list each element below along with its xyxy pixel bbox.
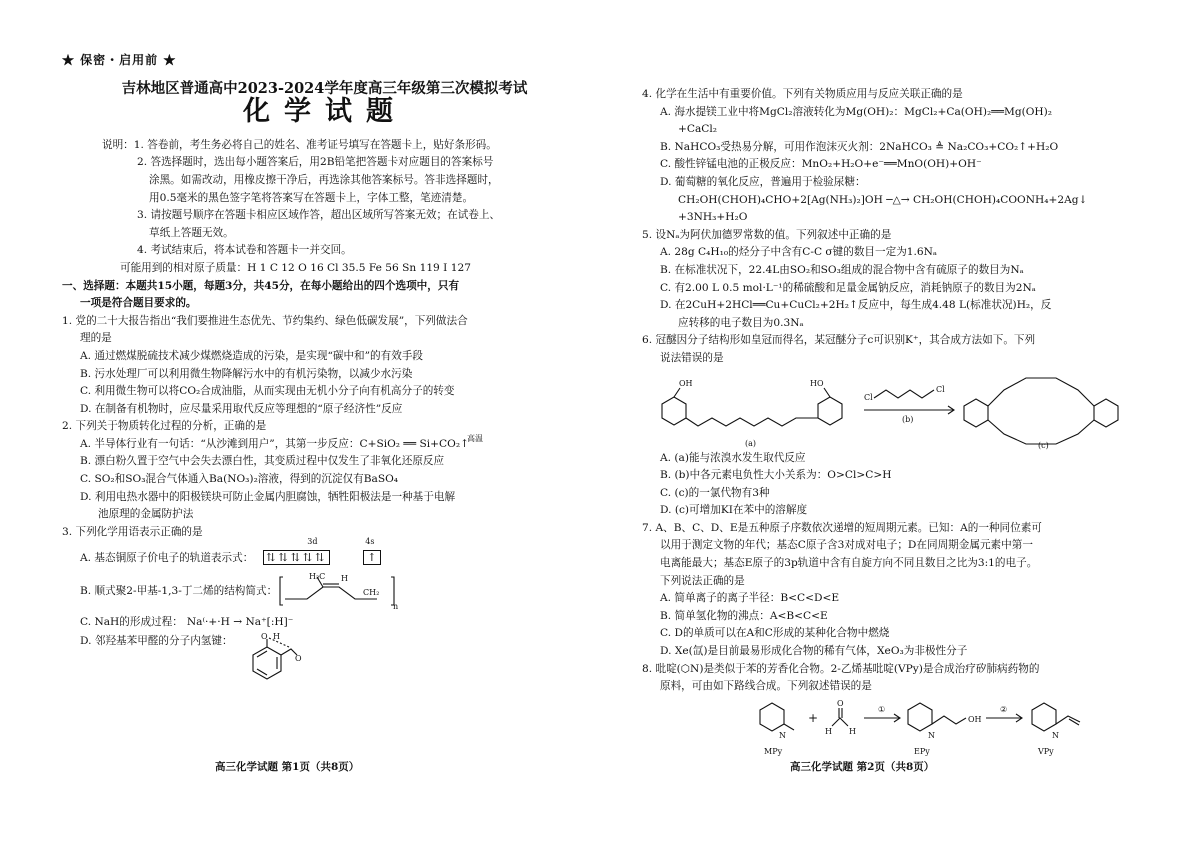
question-stem: 下列说法正确的是: [660, 574, 745, 587]
step-1-label: ①: [878, 704, 886, 714]
vpy-synthesis-scheme: [642, 696, 1142, 758]
option-d: D. 利用电热水器中的阳极镁块可防止金属内胆腐蚀，牺牲阳极法是一种基于电解: [80, 490, 456, 503]
vpy-label: VPy: [1038, 746, 1054, 756]
orbital-4s-box: ↑: [363, 550, 380, 565]
question-stem: 5. 设Nₐ为阿伏加德罗常数的值。下列叙述中正确的是: [642, 228, 892, 241]
question-7: [642, 520, 1160, 661]
svg-text:H₃C: H₃C: [309, 572, 326, 582]
orbital-label-4s: 4s: [365, 537, 375, 547]
instruction-line: 4. 考试结束后，将本试卷和答题卡一并交回。: [137, 244, 352, 257]
option-d: D. 葡萄糖的氧化反应，普遍用于检验尿糖：: [660, 175, 866, 188]
question-stem: 1. 党的二十大报告指出“我们要推进生态优先、节约集约、绿色低碳发展”，下列做法合: [62, 314, 468, 327]
section-heading: 一项是符合题目要求的。: [80, 297, 197, 310]
option-a: A. 海水提镁工业中将MgCl₂溶液转化为Mg(OH)₂：MgCl₂+Ca(OH)₂══Mg(OH)₂: [660, 105, 1053, 118]
n-label: N: [779, 730, 786, 740]
orbital-diagram: [263, 537, 383, 571]
cl-label: Cl: [936, 384, 945, 394]
atomic-masses: 可能用到的相对原子质量：H 1 C 12 O 16 Cl 35.5 Fe 56 Sn 119 I 127: [120, 261, 471, 274]
svg-text:H: H: [341, 574, 349, 584]
option-b: B. (b)中各元素电负性大小关系为：O>Cl>C>H: [660, 469, 892, 482]
question-1: [62, 313, 562, 419]
option-b-text: B. 顺式聚2-甲基-1,3-丁二烯的结构简式：: [80, 584, 278, 597]
oh-label: OH: [968, 714, 982, 724]
question-stem: 7. A、B、C、D、E是五种原子序数依次递增的短周期元素。已知：A的一种同位素可: [642, 521, 1042, 534]
option-d: D. 在制备有机物时，应尽量采用取代反应等理想的“原子经济性”反应: [80, 402, 403, 415]
svg-text:H: H: [272, 632, 280, 642]
option-d-text: D. 邻羟基苯甲醛的分子内氢键：: [80, 635, 233, 648]
orbital-label-3d: 3d: [307, 537, 318, 547]
option-a-text: A. 半导体行业有一句话：“从沙滩到用户”，其第一步反应：C+SiO₂ ══ Si+CO₂↑: [80, 437, 469, 450]
h-label: H: [849, 726, 856, 736]
h-label: H: [825, 726, 832, 736]
option-b: B. NaHCO₃受热易分解，可用作泡沫灭火剂：2NaHCO₃ ≜ Na₂CO₃+CO₂↑+H₂O: [660, 140, 1059, 153]
o-label: O: [837, 698, 844, 708]
option-c: C. (c)的一氯代物有3种: [660, 486, 770, 499]
option-a: A. (a)能与浓溴水发生取代反应: [660, 451, 806, 464]
option-d: D. 在2CuH+2HCl══Cu+CuCl₂+2H₂↑反应中，每生成4.48 L(标准状况)H₂，反: [660, 299, 1052, 312]
instruction-line: 说明：1. 答卷前，考生务必将自己的姓名、准考证号填写在答题卡上，贴好条形码。: [102, 138, 497, 151]
cis-polyisoprene-structure: [277, 571, 397, 611]
epy-structure: [908, 703, 982, 756]
question-stem: 原料，可由如下路线合成。下列叙述错误的是: [660, 680, 872, 693]
option-c: C. 有2.00 L 0.5 mol·L⁻¹的稀硫酸和足量金属钠反应，消耗钠原子的数目为2Nₐ: [660, 281, 1036, 294]
question-4: [642, 86, 1160, 227]
crown-ether-scheme: [642, 368, 1142, 450]
label-b: (b): [902, 414, 914, 424]
vpy-structure: [1032, 703, 1080, 756]
question-8: [642, 661, 1160, 758]
option-d: D. Xe(氙)是目前最易形成化合物的稀有气体，XeO₃为非极性分子: [660, 645, 968, 658]
reaction-arrow-2: [986, 714, 1022, 722]
question-stem: 6. 冠醚因分子结构形如皇冠而得名，某冠醚分子c可识别K⁺，其合成方法如下。下列: [642, 334, 1036, 347]
label-a: (a): [745, 438, 757, 448]
mpy-label: MPy: [764, 746, 783, 756]
instruction-line: 草纸上答题无效。: [149, 226, 234, 239]
label-c: (c): [1038, 440, 1049, 450]
page-2: [600, 0, 1200, 849]
option-c: C. D的单质可以在A和C形成的某种化合物中燃烧: [660, 627, 890, 640]
question-3: [62, 524, 562, 694]
confidential-label: ★ 保密・启用前 ★: [62, 53, 177, 67]
option-d: [62, 633, 562, 693]
option-c: C. SO₂和SO₃混合气体通入Ba(NO₃)₂溶液，得到的沉淀仅有BaSO₄: [80, 473, 399, 486]
question-stem: 3. 下列化学用语表示正确的是: [62, 525, 203, 538]
svg-text:O: O: [294, 654, 302, 664]
epy-label: EPy: [914, 746, 930, 756]
option-c-text: C. NaH的形成过程：: [80, 615, 183, 628]
cl-label: Cl: [864, 392, 873, 402]
question-2: [62, 418, 562, 524]
option-b: B. 污水处理厂可以利用微生物降解污水中的有机污染物，以减少水污染: [80, 367, 413, 380]
question-stem: 8. 吡啶(⬡N)是类似于苯的芳香化合物。2-乙烯基吡啶(VPy)是合成治疗矽肺病药物的: [642, 662, 1040, 675]
salicylaldehyde-structure: [233, 633, 303, 693]
option-a: [62, 537, 562, 571]
instruction-line: 用0.5毫米的黑色签字笔将答案写在答题卡上，字体工整，笔迹清楚。: [149, 191, 474, 204]
plus-sign: +: [808, 710, 819, 725]
option-b: B. 漂白粉久置于空气中会失去漂白性，其变质过程中仅发生了非氧化还原反应: [80, 455, 445, 468]
orbital-3d-boxes: ⇅⇅⇅⇅⇅: [263, 550, 330, 565]
exam-title: 吉林地区普通高中2023-2024学年度高三年级第三次模拟考试: [121, 79, 528, 97]
question-stem: 理的是: [80, 332, 112, 345]
ho-label: HO: [810, 378, 824, 388]
option-c: [62, 611, 562, 633]
question-6: [642, 332, 1160, 520]
instruction-line: 3. 请按题号顺序在答题卡相应区域作答，超出区域所写答案无效；在试卷上、: [137, 209, 501, 222]
mpy-structure: [760, 703, 794, 756]
option-d: 池原理的金属防护法: [98, 508, 194, 521]
question-stem: 以用于测定文物的年代；基态C原子含3对成对电子；D在同周期金属元素中第一: [660, 539, 1033, 552]
option-d: 应转移的电子数目为0.3Nₐ: [678, 316, 804, 329]
n-label: N: [1052, 730, 1059, 740]
formaldehyde-structure: [825, 699, 856, 736]
question-stem: 2. 下列关于物质转化过程的分析，正确的是: [62, 420, 267, 433]
compound-a: [662, 379, 842, 448]
option-a-text: A. 基态铜原子价电子的轨道表示式：: [80, 551, 254, 564]
svg-text:CH₂: CH₂: [363, 588, 380, 598]
question-stem: 电离能最大；基态E原子的3p轨道中含有自旋方向不同且数目之比为3:1的电子。: [660, 557, 1038, 570]
option-a: A. 简单离子的离子半径：B<C<D<E: [660, 592, 840, 605]
option-b: B. 在标准状况下，22.4L由SO₂和SO₃组成的混合物中含有硫原子的数目为Nₐ: [660, 263, 1024, 276]
instruction-line: 涂黑。如需改动，用橡皮擦干净后，再选涂其他答案标号。答非选择题时，: [149, 173, 499, 186]
n-label: N: [928, 730, 935, 740]
page-footer: 高三化学试题 第1页（共8页）: [215, 761, 360, 773]
option-d: CH₂OH(CHOH)₄CHO+2[Ag(NH₃)₂]OH ─△→ CH₂OH(CHOH)₄COONH₄+2Ag↓: [678, 193, 1088, 206]
step-2-label: ②: [1000, 704, 1008, 714]
nah-formation: Na⁽·+·H → Na⁺[:H]⁻: [186, 615, 294, 628]
reaction-condition: 高温: [467, 433, 483, 443]
subject-title: 化学试题: [243, 96, 407, 128]
option-b: [62, 571, 562, 611]
question-5: [642, 227, 1160, 333]
question-stem: 说法错误的是: [660, 351, 724, 364]
instructions: [62, 137, 562, 278]
question-stem: 4. 化学在生活中有重要价值。下列有关物质应用与反应关联正确的是: [642, 88, 963, 100]
svg-text:O: O: [260, 632, 268, 642]
option-a: [62, 433, 562, 454]
compound-c: [964, 378, 1118, 450]
oh-label: OH: [679, 378, 693, 388]
option-c: C. 利用微生物可以将CO₂合成油脂，从而实现由无机小分子向有机高分子的转变: [80, 385, 455, 398]
option-d: +3NH₃+H₂O: [678, 211, 748, 224]
option-c: C. 酸性锌锰电池的正极反应：MnO₂+H₂O+e⁻══MnO(OH)+OH⁻: [660, 158, 982, 171]
option-a: A. 28g C₄H₁₀的烃分子中含有C-C σ键的数目一定为1.6Nₐ: [660, 246, 938, 259]
option-d: D. (c)可增加KI在苯中的溶解度: [660, 504, 808, 517]
option-a: +CaCl₂: [678, 123, 718, 136]
option-a: A. 通过燃煤脱硫技术减少煤燃烧造成的污染，是实现“碳中和”的有效手段: [80, 349, 424, 362]
page-footer: 高三化学试题 第2页（共8页）: [790, 761, 935, 773]
section-heading: 一、选择题：本题共15小题，每题3分，共45分，在每小题给出的四个选项中，只有: [62, 279, 460, 292]
reaction-arrow-1: [864, 714, 900, 722]
option-b: B. 简单氢化物的沸点：A<B<C<E: [660, 609, 828, 622]
svg-text:n: n: [393, 602, 399, 612]
instruction-line: 2. 答选择题时，选出每小题答案后，用2B铅笔把答题卡对应题目的答案标号: [137, 156, 494, 169]
reagent-b: [864, 385, 954, 424]
